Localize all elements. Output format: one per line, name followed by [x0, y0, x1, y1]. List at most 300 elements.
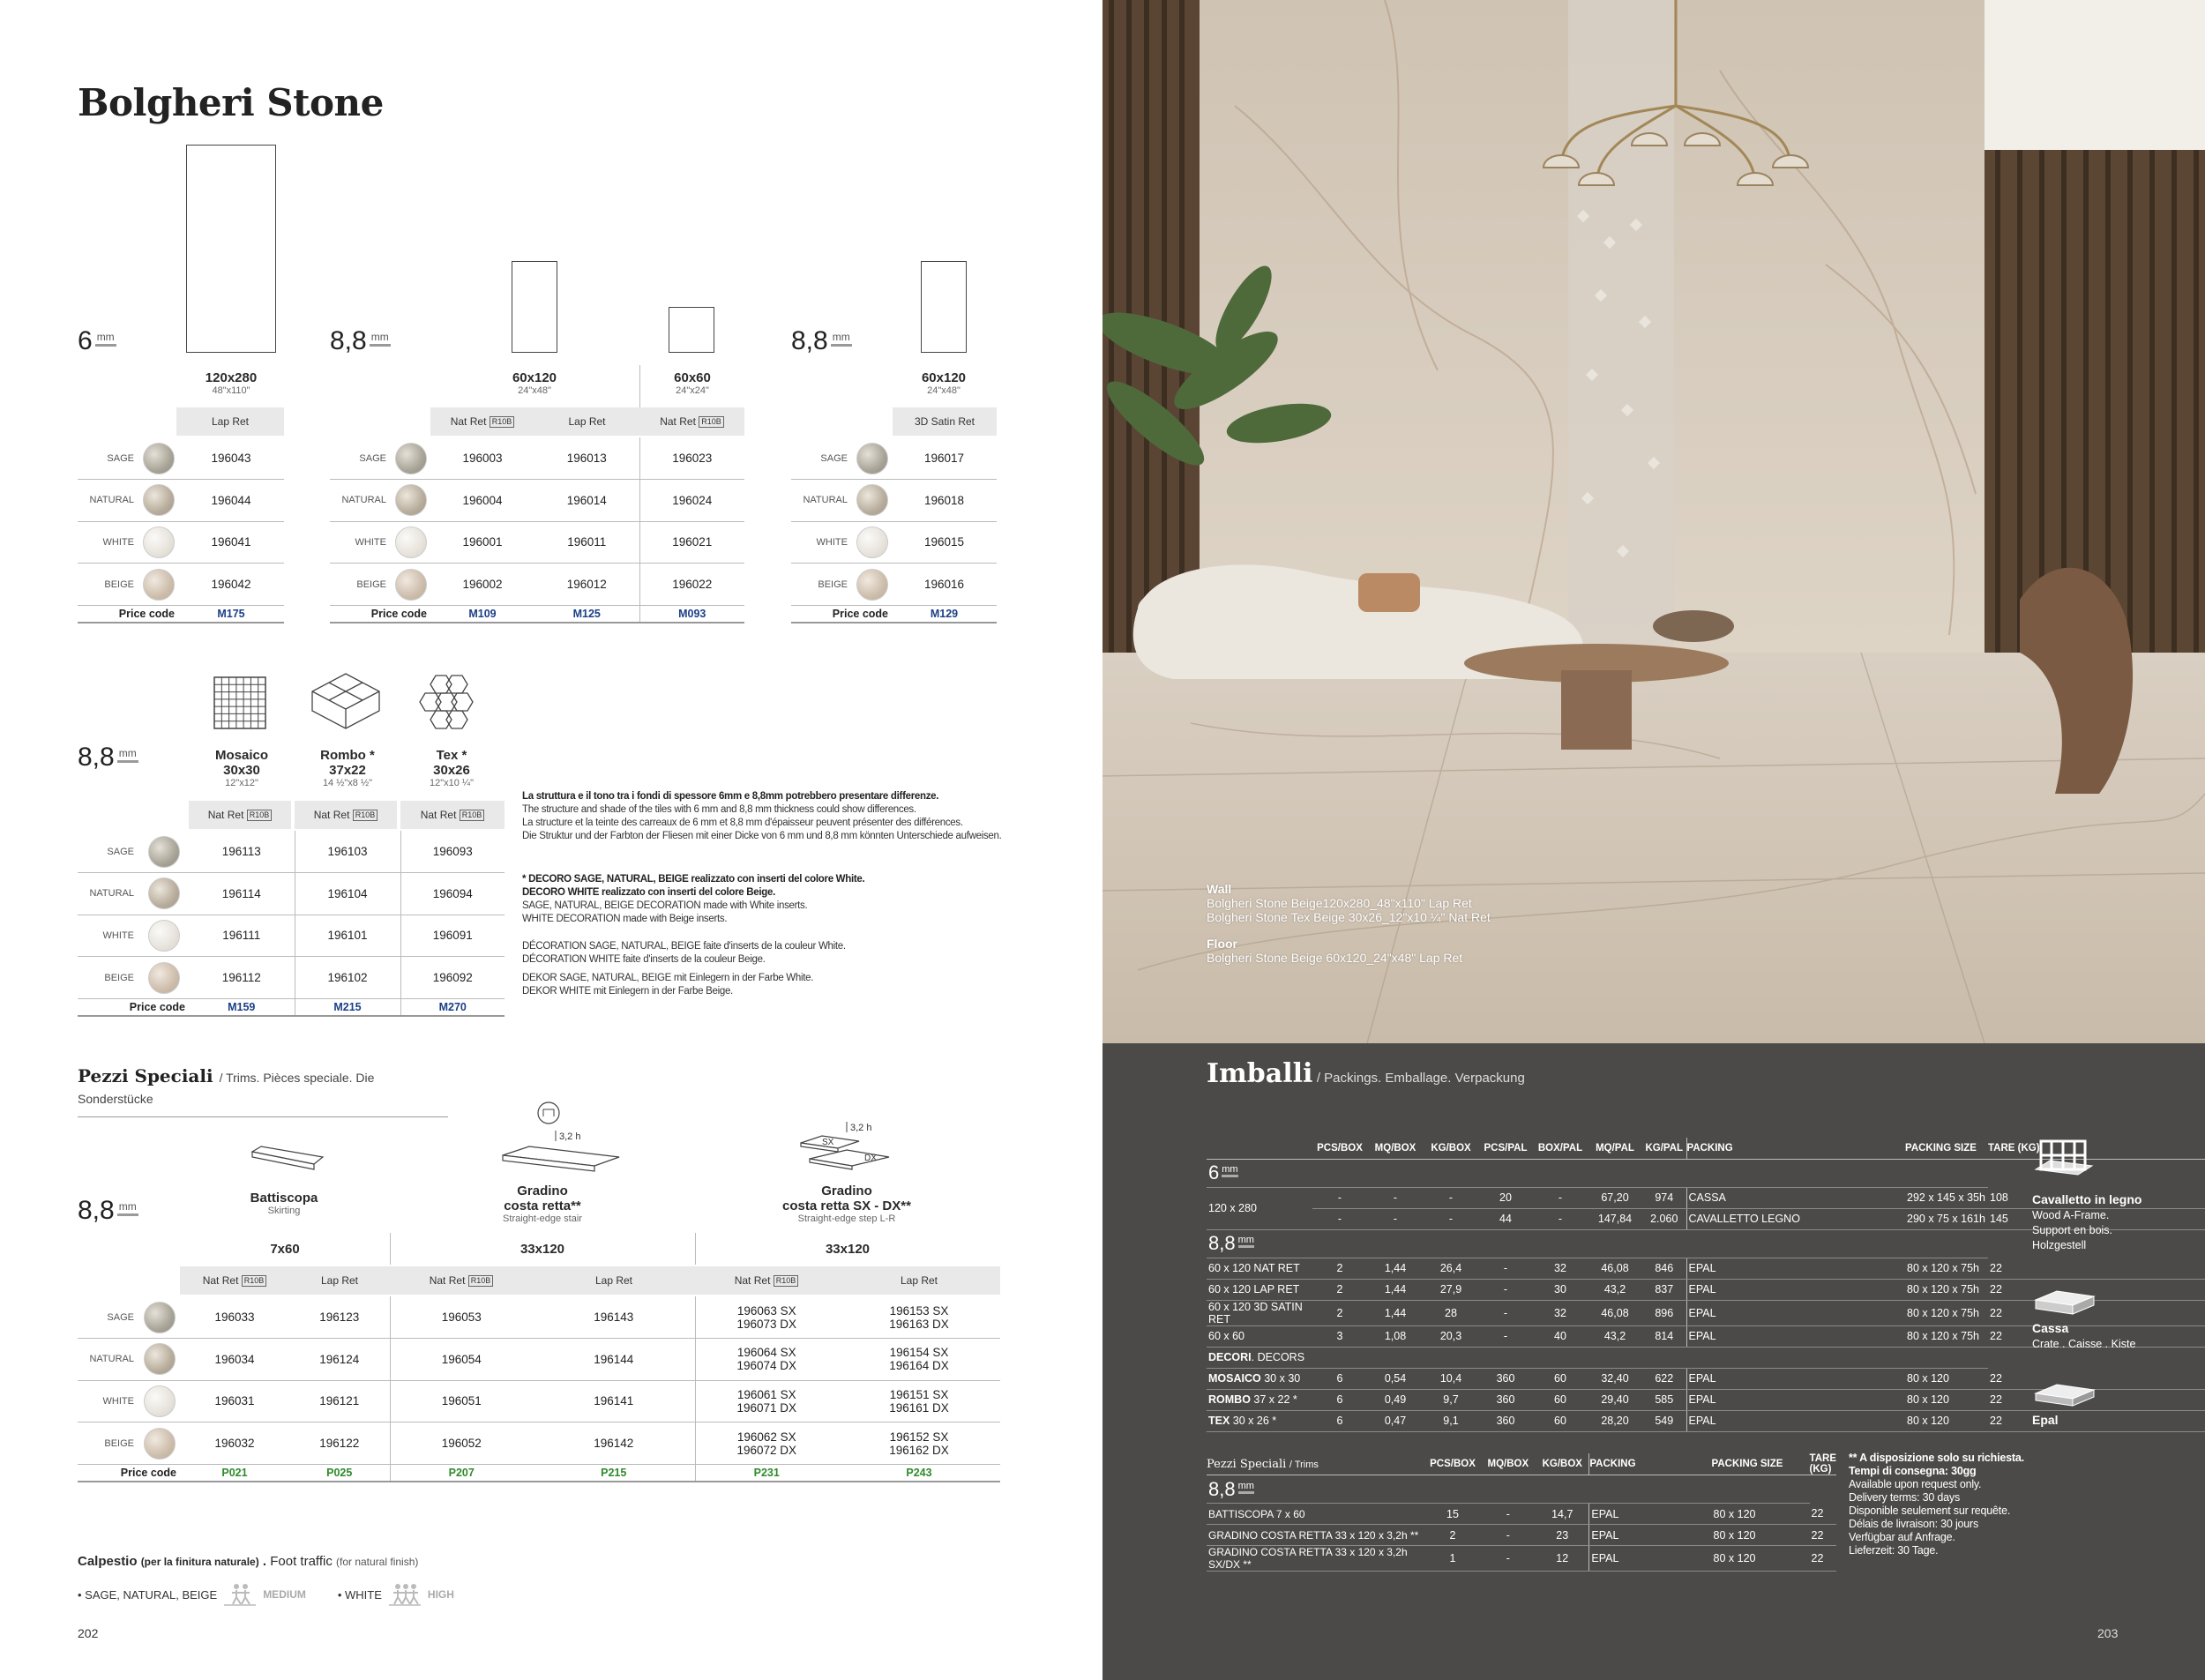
color-label: BEIGE: [78, 1422, 139, 1465]
product-code: 196124: [289, 1339, 390, 1381]
color-label: BEIGE: [78, 957, 139, 999]
color-label: SAGE: [330, 437, 392, 480]
color-label: SAGE: [791, 437, 853, 480]
finish-name: Nat Ret: [734, 1274, 771, 1287]
decor-label-tex: Tex * 30x26 12"x10 ¼": [429, 748, 474, 788]
trim-note: ** A disposizione solo su richiesta. Tempi di consegna: 30gg Available upon request only. Delivery terms: 30 days Disponible seulement sur requête. Délais de livraison: 30 jours Verfügbar auf Anfrage. Lieferzeit: 30 Tage.: [1849, 1452, 2024, 1557]
product-code: 196023: [639, 437, 744, 480]
epal-icon: [2032, 1381, 2096, 1409]
trim-size: 7x60: [270, 1242, 300, 1257]
row-label: [1207, 1368, 1312, 1389]
packing-value: 846: [1642, 1258, 1686, 1279]
swatch-cell: [853, 480, 892, 522]
packing-value: 3: [1312, 1325, 1367, 1347]
packing-value: 2: [1312, 1279, 1367, 1300]
column-header: PACKING SIZE: [1712, 1453, 1810, 1475]
packing-value: -: [1312, 1208, 1367, 1229]
color-label: WHITE: [330, 521, 392, 564]
tile-shape-120x280: [186, 145, 276, 353]
decor-label-mosaico: Mosaico 30x30 12"x12": [214, 748, 268, 788]
product-code: 196061 SX 196071 DX: [695, 1380, 838, 1422]
color-swatch: [856, 526, 888, 558]
stair-lr-dim: 3,2 h: [850, 1123, 872, 1133]
packing-value: 28: [1424, 1300, 1478, 1325]
thickness-label: 8,8 mm: [78, 743, 137, 772]
color-swatch: [143, 484, 175, 516]
product-code: 196052: [390, 1422, 533, 1465]
table-row: [78, 915, 505, 957]
product-code: 196021: [639, 521, 744, 564]
price-code: P215: [533, 1464, 695, 1482]
color-swatch: [856, 443, 888, 474]
price-code: M125: [534, 605, 639, 623]
product-code: 196063 SX 196073 DX: [695, 1296, 838, 1339]
packing-value: 32,40: [1588, 1368, 1642, 1389]
color-swatch: [856, 484, 888, 516]
tile-shape-60x60: [669, 307, 714, 353]
row-label: BATTISCOPA 7 x 60: [1207, 1504, 1424, 1525]
color-swatch: [144, 1385, 176, 1417]
color-label: SAGE: [78, 437, 139, 480]
color-label: NATURAL: [330, 480, 392, 522]
color-swatch: [148, 920, 180, 952]
product-code: 196091: [400, 915, 505, 957]
row-label: 120 x 280: [1207, 1187, 1312, 1229]
table-row: [78, 831, 505, 873]
column-header: BOX/PAL: [1533, 1138, 1588, 1159]
r10b-badge: R10B: [774, 1275, 799, 1287]
product-code: 196012: [534, 564, 639, 606]
product-code: 196001: [430, 521, 534, 564]
foot-traffic-high-icon: [387, 1582, 422, 1607]
color-label: SAGE: [78, 831, 139, 873]
trim-size: 33x120: [825, 1242, 871, 1257]
finish-header: [533, 1266, 695, 1295]
codes-table-decors: [78, 831, 505, 1017]
packing-value: 32: [1533, 1300, 1588, 1325]
price-code-label: Price code: [78, 1464, 180, 1482]
product-code: 196011: [534, 521, 639, 564]
price-code: P025: [289, 1464, 390, 1482]
table-row: [78, 873, 505, 915]
price-code-row: [330, 605, 744, 623]
packing-value: 60: [1533, 1410, 1588, 1431]
packing-value: 27,9: [1424, 1279, 1478, 1300]
packing-value: 32: [1533, 1258, 1588, 1279]
divider: [639, 365, 640, 407]
packing-value: 80 x 120: [1712, 1525, 1810, 1546]
divider: [390, 1233, 391, 1265]
packing-value: 6: [1312, 1410, 1367, 1431]
stair-lr-icon: [797, 1118, 894, 1171]
table-row: [1207, 1546, 1836, 1572]
packing-value: 147,84: [1588, 1208, 1642, 1229]
product-code: 196042: [178, 564, 284, 606]
color-label: WHITE: [78, 521, 139, 564]
product-code: 196004: [430, 480, 534, 522]
finish-header: Nat Ret R10B: [189, 801, 291, 829]
column-header: PCS/BOX: [1424, 1453, 1480, 1475]
row-label-size: 37 x 22 *: [1253, 1393, 1297, 1406]
packing-value: 360: [1478, 1389, 1533, 1410]
column-header: TARE (KG): [1809, 1453, 1836, 1475]
foot-traffic-medium-icon: [222, 1582, 258, 1607]
finish-header: Nat Ret R10B: [295, 801, 397, 829]
packing-value: 22: [1810, 1504, 1836, 1525]
finish-header: Nat Ret R10B: [430, 407, 534, 436]
side-label-cavalletto: Cavalletto in legno Wood A-Frame. Support en bois. Holzgestell: [2032, 1192, 2142, 1251]
product-code: 196152 SX 196162 DX: [838, 1422, 1000, 1465]
row-label: [1207, 1410, 1312, 1431]
packing-value: 46,08: [1588, 1258, 1642, 1279]
swatch-cell: [139, 915, 189, 957]
product-code: 196142: [533, 1422, 695, 1465]
skirting-icon: [250, 1145, 325, 1171]
product-code: 196034: [180, 1339, 289, 1381]
row-label-size: 30 x 30: [1264, 1372, 1301, 1385]
product-code: 196102: [295, 957, 400, 999]
color-label: SAGE: [78, 1296, 139, 1339]
packing-value: 29,40: [1588, 1389, 1642, 1410]
price-code: M109: [430, 605, 534, 623]
thickness-label: 8,8 mm: [791, 326, 850, 355]
packing-value: EPAL: [1589, 1546, 1712, 1572]
finish-name: Lap Ret: [594, 1274, 633, 1287]
crate-icon: [2032, 1286, 2096, 1318]
product-code: 196113: [189, 831, 295, 873]
swatch-cell: [139, 957, 189, 999]
packing-value: 14,7: [1536, 1504, 1589, 1525]
swatch-cell: [853, 564, 892, 606]
column-header: MQ/BOX: [1367, 1138, 1424, 1159]
color-swatch: [143, 443, 175, 474]
row-label-bold: MOSAICO: [1208, 1372, 1261, 1385]
wood-a-frame-icon: [2032, 1134, 2096, 1183]
product-code: 196043: [178, 437, 284, 480]
packing-value: 974: [1642, 1187, 1686, 1208]
swatch-cell: [392, 521, 430, 564]
packing-value: 360: [1478, 1368, 1533, 1389]
mosaic-icon: [213, 676, 266, 729]
packing-value: 20,3: [1424, 1325, 1478, 1347]
group-row: [1207, 1475, 1836, 1504]
photo-caption: Wall Bolgheri Stone Beige120x280_48"x110" Lap Ret Bolgheri Stone Tex Beige 30x26_12"x10 ¼" Nat Ret Floor Bolgheri Stone Beige 60x120_24"x48" Lap Ret: [1207, 882, 1491, 965]
swatch-cell: [139, 1422, 180, 1465]
packing-value: -: [1481, 1546, 1536, 1572]
swatch-cell: [139, 521, 178, 564]
table-row: [78, 437, 284, 480]
packing-value: 80 x 120: [1712, 1546, 1810, 1572]
table-row: [791, 480, 997, 522]
packing-value: 22: [1810, 1525, 1836, 1546]
product-code: 196002: [430, 564, 534, 606]
thickness-value: 6: [1208, 1161, 1220, 1183]
packing-value: 60: [1533, 1368, 1588, 1389]
color-label: NATURAL: [78, 873, 139, 915]
thickness-label: 8,8 mm: [330, 326, 389, 355]
column-header: MQ/BOX: [1481, 1453, 1536, 1475]
packing-value: 80 x 120 x 75h: [1905, 1325, 1988, 1347]
price-code-row: [791, 605, 997, 623]
finish-header: Nat Ret R10B: [400, 801, 505, 829]
swatch-cell: [139, 480, 178, 522]
product-code: 196033: [180, 1296, 289, 1339]
product-code: 196112: [189, 957, 295, 999]
tile-shape-60x120: [512, 261, 557, 353]
page-title: Bolgheri Stone: [78, 81, 384, 124]
size-label: 60x120 24"x48": [921, 370, 967, 396]
column-header: PACKING: [1589, 1453, 1712, 1475]
table-row: [78, 1422, 1000, 1465]
product-code: 196054: [390, 1339, 533, 1381]
column-header: KG/BOX: [1536, 1453, 1589, 1475]
stair-dim: 3,2 h: [559, 1131, 581, 1142]
swatch-cell: [139, 437, 178, 480]
packing-value: -: [1478, 1258, 1533, 1279]
packing-value: CAVALLETTO LEGNO: [1686, 1208, 1905, 1229]
packing-value: 2.060: [1642, 1208, 1686, 1229]
swatch-cell: [853, 521, 892, 564]
finish-header: Lap Ret: [534, 407, 639, 436]
product-code: 196104: [295, 873, 400, 915]
table-row: [78, 564, 284, 606]
price-code: M175: [178, 605, 284, 623]
swatch-cell: [853, 437, 892, 480]
product-code: 196064 SX 196074 DX: [695, 1339, 838, 1381]
product-code: 196051: [390, 1380, 533, 1422]
color-swatch: [143, 569, 175, 601]
packing-value: 80 x 120: [1905, 1389, 1988, 1410]
price-code-row: [78, 1464, 1000, 1482]
product-code: 196094: [400, 873, 505, 915]
table-row: [78, 480, 284, 522]
decori-sub: . DECORS: [1251, 1351, 1305, 1363]
swatch-cell: [392, 480, 430, 522]
product-code: 196144: [533, 1339, 695, 1381]
packing-value: 2: [1312, 1300, 1367, 1325]
finish-header: Nat Ret R10B: [639, 407, 744, 436]
thickness-value: 8,8: [1208, 1232, 1236, 1254]
unit: mm: [1222, 1164, 1237, 1177]
traffic-row: • SAGE, NATURAL, BEIGE MEDIUM • WHITE HIGH: [78, 1582, 454, 1607]
product-code: 196111: [189, 915, 295, 957]
product-code: 196022: [639, 564, 744, 606]
color-label: BEIGE: [791, 564, 853, 606]
product-code: 196041: [178, 521, 284, 564]
tile-shape-60x120: [921, 261, 967, 353]
packing-value: 22: [1988, 1258, 2205, 1279]
trim-label-stair: Gradino costa retta** Straight-edge stair: [503, 1183, 582, 1224]
row-label: 60 x 60: [1207, 1325, 1312, 1347]
product-code: 196031: [180, 1380, 289, 1422]
notes-block-2: * DECORO SAGE, NATURAL, BEIGE realizzato con inserti del colore White. DECORO WHITE realizzato con inserti del colore Beige. SAGE, NATURAL, BEIGE DECORATION made with White inserts. WHITE DECORATION made with Beige inserts. DÉCORATION SAGE, NATURAL, BEIGE faite d'inserts de la couleur White. DÉCORATION WHITE faite d'inserts de la couleur Beige. DEKOR SAGE, NATURAL, BEIGE mit Einlegern in der Farbe White. DEKOR WHITE mit Einlegern in der Farbe Beige.: [522, 874, 865, 997]
packing-value: 9,1: [1424, 1410, 1478, 1431]
packing-value: -: [1481, 1504, 1536, 1525]
color-label: NATURAL: [78, 1339, 139, 1381]
packing-value: 290 x 75 x 161h: [1905, 1208, 1988, 1229]
row-label-size: 30 x 26 *: [1232, 1415, 1277, 1427]
finish-name: Nat Ret: [429, 1274, 466, 1287]
finish-header: Lap Ret: [176, 407, 284, 436]
product-code: 196103: [295, 831, 400, 873]
finish-header: [390, 1266, 533, 1295]
svg-text:SX: SX: [822, 1138, 834, 1147]
price-code: M270: [400, 998, 505, 1016]
product-code: 196154 SX 196164 DX: [838, 1339, 1000, 1381]
table-row: [78, 521, 284, 564]
product-code: 196121: [289, 1380, 390, 1422]
price-code: P231: [695, 1464, 838, 1482]
product-code: 196143: [533, 1296, 695, 1339]
packing-value: 80 x 120 x 75h: [1905, 1279, 1988, 1300]
packing-value: -: [1367, 1187, 1424, 1208]
table-row: [791, 521, 997, 564]
product-code: 196122: [289, 1422, 390, 1465]
packing-value: 23: [1536, 1525, 1589, 1546]
packing-value: 30: [1533, 1279, 1588, 1300]
codes-table-3d: [791, 437, 997, 623]
packing-value: 80 x 120: [1905, 1368, 1988, 1389]
packing-value: 43,2: [1588, 1325, 1642, 1347]
svg-text:DX: DX: [864, 1154, 877, 1163]
color-swatch: [148, 877, 180, 909]
decori-label: [1207, 1347, 1988, 1368]
packing-value: -: [1533, 1187, 1588, 1208]
product-code: 196017: [892, 437, 997, 480]
row-label: 60 x 120 3D SATIN RET: [1207, 1300, 1312, 1325]
packing-value: 1,44: [1367, 1300, 1424, 1325]
swatch-cell: [392, 437, 430, 480]
packing-value: 22: [1810, 1546, 1836, 1572]
packing-value: -: [1424, 1208, 1478, 1229]
packing-value: 22: [1988, 1368, 2205, 1389]
product-code: 196092: [400, 957, 505, 999]
color-swatch: [143, 526, 175, 558]
page-number: 203: [2097, 1626, 2119, 1640]
codes-table-88mm: [330, 437, 744, 623]
packing-value: 22: [1988, 1325, 2205, 1347]
product-code: 196044: [178, 480, 284, 522]
packing-value: 6: [1312, 1389, 1367, 1410]
product-code: 196014: [534, 480, 639, 522]
column-header: KG/BOX: [1424, 1138, 1478, 1159]
packing-value: 0,49: [1367, 1389, 1424, 1410]
product-code: 196016: [892, 564, 997, 606]
packing-value: EPAL: [1686, 1300, 1905, 1325]
color-label: BEIGE: [330, 564, 392, 606]
packing-value: 22: [1988, 1410, 2205, 1431]
trims-heading: Pezzi Speciali / Trims. Pièces speciale. Die Sonderstücke: [78, 1065, 448, 1117]
product-code: 196123: [289, 1296, 390, 1339]
packing-value: 22: [1988, 1300, 2205, 1325]
finish-header: 3D Satin Ret: [893, 407, 997, 436]
product-code: 196141: [533, 1380, 695, 1422]
packing-value: EPAL: [1686, 1325, 1905, 1347]
color-swatch: [148, 962, 180, 994]
price-code-row: [78, 998, 505, 1016]
packing-value: -: [1424, 1187, 1478, 1208]
table-row: [78, 1339, 1000, 1381]
table-row: [791, 564, 997, 606]
finish-header: [180, 1266, 289, 1295]
table-row: [330, 480, 744, 522]
tex-icon: [418, 672, 480, 730]
packing-value: -: [1481, 1525, 1536, 1546]
product-code: 196062 SX 196072 DX: [695, 1422, 838, 1465]
row-label: GRADINO COSTA RETTA 33 x 120 x 3,2h SX/DX **: [1207, 1546, 1424, 1572]
packing-value: 108: [1988, 1187, 2205, 1208]
packing-value: -: [1533, 1208, 1588, 1229]
group-label: [1207, 1229, 1988, 1258]
price-code: M215: [295, 998, 400, 1016]
swatch-cell: [139, 873, 189, 915]
packing-value: EPAL: [1686, 1410, 1905, 1431]
packing-value: 2: [1424, 1525, 1480, 1546]
product-code: 196114: [189, 873, 295, 915]
color-swatch: [144, 1428, 176, 1460]
color-label: WHITE: [78, 1380, 139, 1422]
packing-value: 15: [1424, 1504, 1480, 1525]
packing-value: 1: [1424, 1546, 1480, 1572]
divider: [695, 1233, 696, 1265]
thickness-label: 8,8 mm: [78, 1196, 137, 1225]
packing-value: 80 x 120: [1712, 1504, 1810, 1525]
swatch-cell: [139, 831, 189, 873]
color-swatch: [395, 484, 427, 516]
color-label: WHITE: [78, 915, 139, 957]
product-code: 196015: [892, 521, 997, 564]
packing-value: -: [1478, 1279, 1533, 1300]
packing-value: EPAL: [1686, 1258, 1905, 1279]
packing-value: 0,54: [1367, 1368, 1424, 1389]
packing-value: 43,2: [1588, 1279, 1642, 1300]
product-code: 196013: [534, 437, 639, 480]
row-label: 60 x 120 NAT RET: [1207, 1258, 1312, 1279]
packing-value: -: [1367, 1208, 1424, 1229]
column-header: TARE (KG): [1988, 1138, 2205, 1159]
packing-value: 9,7: [1424, 1389, 1478, 1410]
price-code: M093: [639, 605, 744, 623]
packing-heading: Imballi / Packings. Emballage. Verpackung: [1207, 1058, 1525, 1089]
packing-value: 67,20: [1588, 1187, 1642, 1208]
decori-title: DECORI: [1208, 1351, 1252, 1363]
right-page: [1102, 0, 2205, 1680]
color-label: NATURAL: [791, 480, 853, 522]
packing-value: EPAL: [1589, 1525, 1712, 1546]
packing-value: EPAL: [1686, 1389, 1905, 1410]
color-label: WHITE: [791, 521, 853, 564]
size-label: 60x120 24"x48": [512, 370, 557, 396]
packing-value: 26,4: [1424, 1258, 1478, 1279]
color-swatch: [144, 1343, 176, 1375]
packing-value: 1,44: [1367, 1258, 1424, 1279]
price-code-label: Price code: [791, 605, 892, 623]
color-swatch: [856, 569, 888, 601]
stair-icon: [499, 1101, 623, 1173]
group-label: [1207, 1475, 1810, 1504]
finish-header: [838, 1266, 1000, 1295]
trim-packing-table: Pezzi Speciali / Trims PCS/BOX MQ/BOX KG/BOX PACKING PACKING SIZE TARE (KG) 8,8 mm BATTISCOPA 7 x 60 15 - 14,7 EPAL 80 x 120 22 GRADINO COSTA RETTA 33 x 120 x 3,2h ** 2 - 23 EPAL 80 x 120 22 GRADINO COSTA RETTA 33 x 120 x 3,2h SX/DX ** 1 - 12 EPAL 80 x 120 22: [1207, 1453, 1836, 1571]
table-row: [330, 564, 744, 606]
table-row: [791, 437, 997, 480]
product-code: 196032: [180, 1422, 289, 1465]
row-label: [1207, 1389, 1312, 1410]
product-code: 196101: [295, 915, 400, 957]
packing-value: 292 x 145 x 35h: [1905, 1187, 1988, 1208]
finish-header: [289, 1266, 390, 1295]
trim-label-stair-lr: Gradino costa retta SX - DX** Straight-edge step L-R: [782, 1183, 911, 1224]
size-label: 120x280 48"x110": [205, 370, 258, 396]
